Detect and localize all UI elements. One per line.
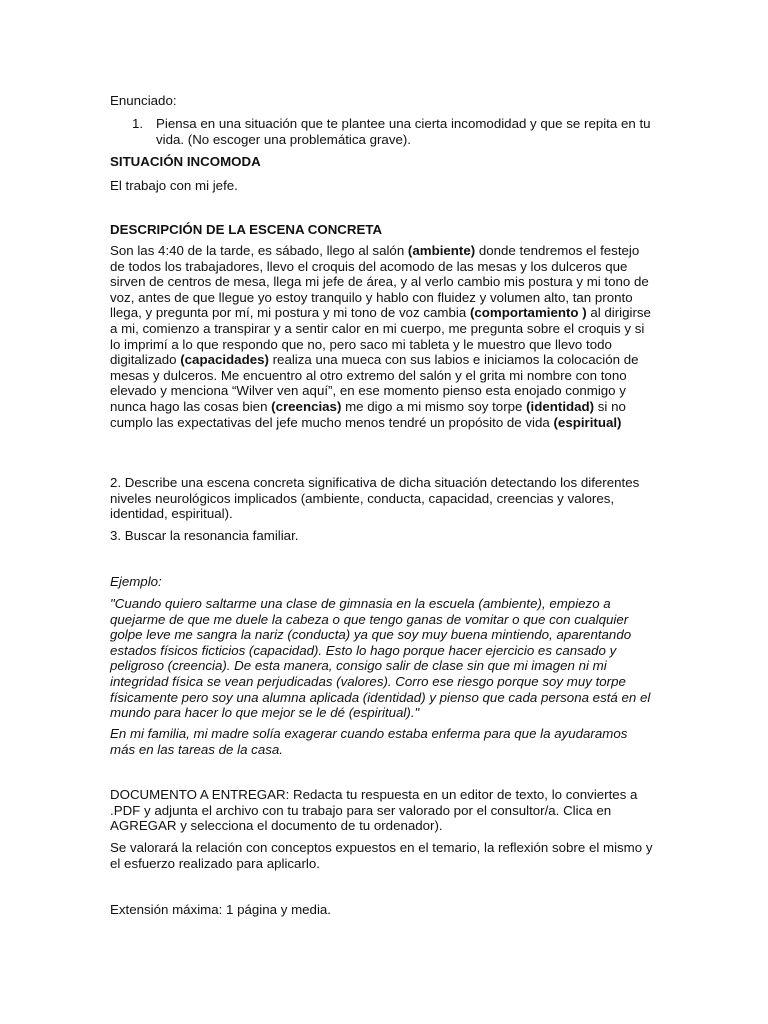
descripcion-text: me digo a mi mismo soy torpe [341, 398, 527, 414]
list-item-text: Piensa en una situación que te plantee una cierta incomodidad y que se repita en tu vida. (No escoger una problemática grave). [156, 116, 651, 147]
situacion-text: El trabajo con mi jefe. [110, 178, 238, 193]
situacion-heading: SITUACIÓN INCOMODA [110, 154, 261, 169]
ejemplo-label: Ejemplo: [110, 574, 162, 589]
descripcion-text: si no cumplo las expectativas del jefe mucho menos tendré un propósito de vida [110, 398, 626, 430]
list-item [110, 116, 655, 147]
descripcion-text: al dirigirse a mi, comienzo a transpirar y a sentir calor en mi cuerpo, me pregunta sobre el croquis y si lo imprimí a lo que respondo que no, pero saco mi tableta y le muestro que llevo todo digitalizado [110, 305, 651, 368]
tag-espiritual: (espiritual) [553, 414, 622, 430]
tag-capacidades: (capacidades) [180, 352, 269, 368]
task-list [110, 116, 655, 147]
tag-identidad: (identidad) [526, 398, 595, 414]
tag-comportamiento: (comportamiento ) [469, 305, 587, 321]
ejemplo-quote: "Cuando quiero saltarme una clase de gimnasia en la escuela (ambiente), empiezo a quejarme de que me duele la cabeza o que tengo ganas de vomitar o que con cualquier golpe leve me sangra la nariz (conducta) ya que soy muy buena mintiendo, aparentando estados físicos ficticios (capacidad). Esto lo hago porque hacer ejercicio es cansado y peligroso (creencia). De esta manera, consigo salir de clase sin que mi imagen ni mi integridad física se vean perjudicadas (valores). Corro ese riesgo porque soy muy torpe físicamente pero soy una alumna aplicada (identidad) y pienso que cada persona está en el mundo para hacer lo que mejor se le dé (espiritual)." [110, 596, 651, 721]
item-3-text: 3. Buscar la resonancia familiar. [110, 528, 299, 543]
enunciado-label: Enunciado: [110, 93, 177, 108]
ejemplo-familia: En mi familia, mi madre solía exagerar cuando estaba enferma para que la ayudaramos más en las tareas de la casa. [110, 726, 628, 757]
tag-creencias: (creencias) [271, 398, 342, 414]
tag-ambiente: (ambiente) [407, 243, 476, 258]
extension-text: Extensión máxima: 1 página y media. [110, 902, 331, 917]
descripcion-text: realiza una mueca con sus labios e iniciamos la colocación de mesas y dulceros. Me encuentro al otro extremo del salón y el grita mi nombre con tono elevado y menciona “Wilver ven aquí”, en ese momento pienso esta enojado conmigo y nunca hago las cosas bien [110, 352, 639, 414]
descripcion-paragraph [110, 243, 655, 430]
descripcion-text: donde tendremos el festejo de todos los trabajadores, llevo el croquis del acomodo de las mesas y los dulceros que sirven de centros de mesa, llega mi jefe de área, y al verlo cambio mis postura y mi tono de voz, antes de que llegue yo estoy tranquilo y hablo con fluidez y volumen alto, tan pronto llega, y pregunta por mí, mi postura y mi tono de voz cambia [110, 243, 649, 321]
documento-text: DOCUMENTO A ENTREGAR: Redacta tu respuesta en un editor de texto, lo conviertes a .PDF y adjunta el archivo con tu trabajo para ser valorado por el consultor/a. Clica en AGREGAR y selecciona el documento de tu ordenador). [110, 787, 638, 834]
item-2-text: 2. Describe una escena concreta significativa de dicha situación detectando los diferentes niveles neurológicos implicados (ambiente, conducta, capacidad, creencias y valores, identidad, espiritual). [110, 475, 640, 522]
descripcion-text: Son las 4:40 de la tarde, es sábado, llego al salón [110, 243, 408, 258]
valoracion-text: Se valorará la relación con conceptos expuestos en el temario, la reflexión sobre el mismo y el esfuerzo realizado para aplicarlo. [110, 840, 653, 871]
list-item-number: 1. [132, 116, 144, 131]
descripcion-heading: DESCRIPCIÓN DE LA ESCENA CONCRETA [110, 222, 383, 237]
